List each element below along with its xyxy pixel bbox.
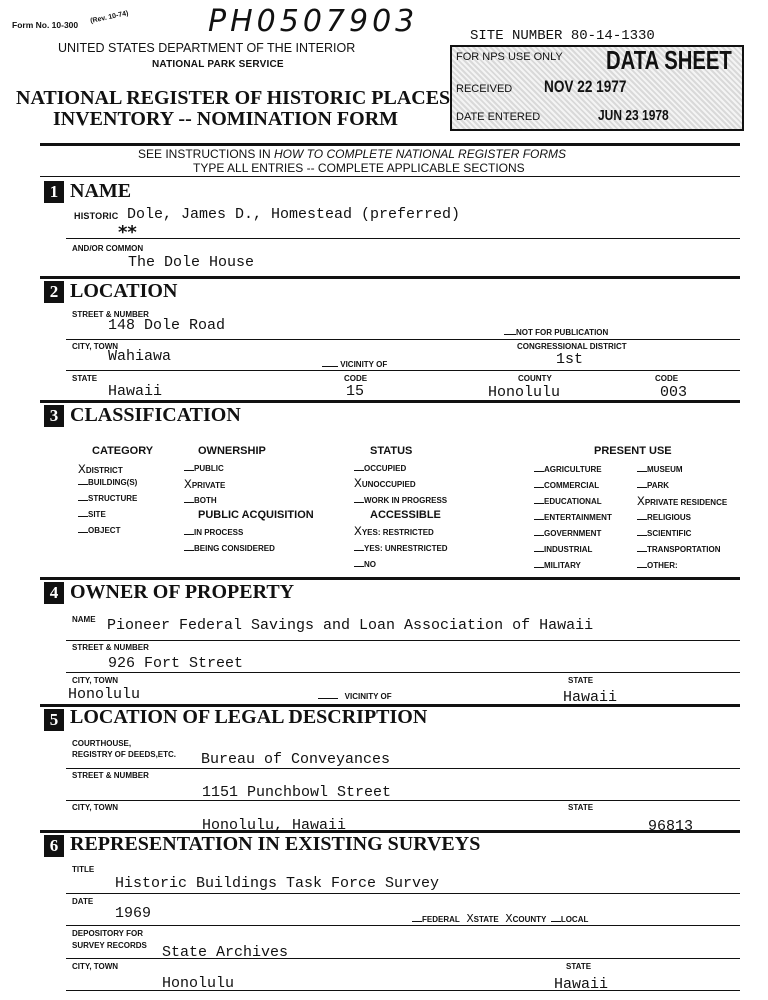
location-city-rule bbox=[66, 370, 740, 371]
not-for-publication-label: NOT FOR PUBLICATION bbox=[504, 328, 608, 337]
instructions-line2: TYPE ALL ENTRIES -- COMPLETE APPLICABLE SECTIONS bbox=[193, 161, 525, 175]
historic-name-rule bbox=[66, 238, 740, 239]
location-vicinity-label: VICINITY OF bbox=[322, 360, 387, 369]
status-unoccupied: XUNOCCUPIED bbox=[354, 476, 416, 491]
owner-name-rule bbox=[66, 640, 740, 641]
data-sheet-stamp: DATA SHEET bbox=[606, 45, 732, 75]
acquisition-being-considered: BEING CONSIDERED bbox=[184, 544, 275, 553]
use-museum: MUSEUM bbox=[637, 465, 683, 474]
use-other: OTHER: bbox=[637, 561, 678, 570]
survey-date-rule bbox=[66, 925, 740, 926]
status-heading: STATUS bbox=[370, 445, 413, 457]
status-occupied: OCCUPIED bbox=[354, 464, 406, 473]
survey-state-label: STATE bbox=[566, 962, 592, 971]
section-5-number: 5 bbox=[44, 709, 64, 731]
section-4-title: OWNER OF PROPERTY bbox=[70, 581, 295, 603]
legal-city-label: CITY, TOWN bbox=[72, 803, 119, 812]
section-3-title: CLASSIFICATION bbox=[70, 404, 241, 426]
handwritten-asterisks: ** bbox=[118, 222, 137, 243]
legal-street-rule bbox=[66, 800, 740, 801]
survey-title-value: Historic Buildings Task Force Survey bbox=[115, 875, 440, 892]
use-transportation: TRANSPORTATION bbox=[637, 545, 720, 554]
congressional-district-label: CONGRESSIONAL DISTRICT bbox=[517, 342, 627, 351]
county-label: COUNTY bbox=[518, 374, 552, 383]
section-2-number: 2 bbox=[44, 281, 64, 303]
section-1-number: 1 bbox=[44, 181, 64, 203]
public-acquisition-heading: PUBLIC ACQUISITION bbox=[198, 509, 314, 521]
section-1-title: NAME bbox=[70, 180, 132, 202]
use-religious: RELIGIOUS bbox=[637, 513, 691, 522]
legal-city-value: Honolulu, Hawaii bbox=[202, 817, 347, 834]
historic-name-label: HISTORIC bbox=[74, 211, 119, 221]
section-6-number: 6 bbox=[44, 835, 64, 857]
survey-state-value: Hawaii bbox=[554, 976, 609, 993]
common-name-label: AND/OR COMMON bbox=[72, 244, 144, 253]
section-3-number: 3 bbox=[44, 405, 64, 427]
present-use-heading: PRESENT USE bbox=[594, 445, 672, 457]
received-date: NOV 22 1977 bbox=[544, 77, 627, 96]
survey-title-label: TITLE bbox=[72, 865, 95, 874]
ownership-both: BOTH bbox=[184, 496, 217, 505]
section-2-divider bbox=[40, 400, 740, 403]
use-commercial: COMMERCIAL bbox=[534, 481, 599, 490]
ownership-heading: OWNERSHIP bbox=[198, 445, 266, 457]
legal-zip-value: 96813 bbox=[648, 818, 694, 835]
service-name: NATIONAL PARK SERVICE bbox=[152, 59, 284, 70]
use-scientific: SCIENTIFIC bbox=[637, 529, 691, 538]
depository-label-line1: DEPOSITORY FOR bbox=[72, 929, 143, 938]
owner-street-value: 926 Fort Street bbox=[108, 655, 244, 672]
department-name: UNITED STATES DEPARTMENT OF THE INTERIOR bbox=[58, 41, 356, 55]
courthouse-rule bbox=[66, 768, 740, 769]
owner-street-rule bbox=[66, 672, 740, 673]
form-title-line2: INVENTORY -- NOMINATION FORM bbox=[53, 108, 399, 130]
legal-street-label: STREET & NUMBER bbox=[72, 771, 149, 780]
use-entertainment: ENTERTAINMENT bbox=[534, 513, 612, 522]
instructions-divider bbox=[40, 176, 740, 177]
courthouse-label-line1: COURTHOUSE, bbox=[72, 739, 132, 748]
status-work-in-progress: WORK IN PROGRESS bbox=[354, 496, 447, 505]
courthouse-value: Bureau of Conveyances bbox=[201, 751, 391, 768]
section-2-title: LOCATION bbox=[70, 280, 178, 302]
ownership-private: XPRIVATE bbox=[184, 477, 226, 492]
state-code-value: 15 bbox=[346, 383, 365, 400]
legal-state-label: STATE bbox=[568, 803, 594, 812]
courthouse-label-line2: REGISTRY OF DEEDS,ETC. bbox=[72, 750, 177, 759]
owner-state-label: STATE bbox=[568, 676, 594, 685]
section-6-title: REPRESENTATION IN EXISTING SURVEYS bbox=[70, 833, 481, 855]
section-1-divider bbox=[40, 276, 740, 279]
use-military: MILITARY bbox=[534, 561, 581, 570]
instructions-line1: SEE INSTRUCTIONS IN HOW TO COMPLETE NATIONAL REGISTER FORMS bbox=[138, 147, 567, 161]
category-buildings: BUILDING(S) bbox=[78, 478, 137, 487]
depository-rule bbox=[66, 958, 740, 959]
location-street-value: 148 Dole Road bbox=[108, 317, 226, 334]
ownership-public: PUBLIC bbox=[184, 464, 224, 473]
acquisition-in-process: IN PROCESS bbox=[184, 528, 243, 537]
survey-city-rule bbox=[66, 990, 740, 991]
use-industrial: INDUSTRIAL bbox=[534, 545, 592, 554]
location-city-label: CITY, TOWN bbox=[72, 342, 119, 351]
use-private-residence: XPRIVATE RESIDENCE bbox=[637, 494, 728, 509]
survey-city-label: CITY, TOWN bbox=[72, 962, 119, 971]
nps-use-box bbox=[450, 45, 744, 131]
survey-title-rule bbox=[66, 893, 740, 894]
owner-name-value: Pioneer Federal Savings and Loan Association of Hawaii bbox=[107, 617, 594, 634]
accessible-heading: ACCESSIBLE bbox=[370, 509, 441, 521]
location-state-value: Hawaii bbox=[108, 383, 163, 400]
category-heading: CATEGORY bbox=[92, 445, 154, 457]
category-district: XDISTRICT bbox=[78, 462, 123, 477]
received-label: RECEIVED bbox=[456, 83, 513, 95]
location-street-rule bbox=[66, 339, 740, 340]
use-agriculture: AGRICULTURE bbox=[534, 465, 602, 474]
section-3-divider bbox=[40, 577, 740, 580]
location-city-value: Wahiawa bbox=[108, 348, 172, 365]
owner-name-label: NAME bbox=[72, 615, 96, 624]
category-structure: STRUCTURE bbox=[78, 494, 137, 503]
owner-state-value: Hawaii bbox=[563, 689, 618, 706]
form-number: Form No. 10-300 bbox=[12, 20, 79, 30]
survey-city-value: Honolulu bbox=[162, 975, 235, 992]
owner-city-label: CITY, TOWN bbox=[72, 676, 119, 685]
category-object: OBJECT bbox=[78, 526, 120, 535]
handwritten-reference: PH0507903 bbox=[208, 4, 419, 39]
location-state-label: STATE bbox=[72, 374, 98, 383]
form-revision: (Rev. 10-74) bbox=[89, 10, 130, 25]
congressional-district-value: 1st bbox=[556, 351, 584, 368]
form-title-line1: NATIONAL REGISTER OF HISTORIC PLACES bbox=[16, 87, 451, 109]
section-4-number: 4 bbox=[44, 582, 64, 604]
legal-street-value: 1151 Punchbowl Street bbox=[202, 784, 392, 801]
date-entered-value: JUN 23 1978 bbox=[598, 107, 669, 124]
county-value: Honolulu bbox=[488, 384, 561, 401]
location-street-label: STREET & NUMBER bbox=[72, 310, 149, 319]
header-divider bbox=[40, 143, 740, 146]
survey-date-value: 1969 bbox=[115, 905, 152, 922]
nps-use-only-label: FOR NPS USE ONLY bbox=[456, 51, 563, 63]
use-government: GOVERNMENT bbox=[534, 529, 601, 538]
state-code-label: CODE bbox=[344, 374, 368, 383]
owner-vicinity-label: VICINITY OF bbox=[318, 692, 392, 701]
owner-city-value: Honolulu bbox=[68, 686, 141, 703]
county-code-value: 003 bbox=[660, 384, 688, 401]
depository-label-line2: SURVEY RECORDS bbox=[72, 941, 147, 950]
site-number: SITE NUMBER 80-14-1330 bbox=[470, 28, 655, 44]
accessible-yes-unrestricted: YES: UNRESTRICTED bbox=[354, 544, 448, 553]
date-entered-label: DATE ENTERED bbox=[456, 111, 541, 123]
use-educational: EDUCATIONAL bbox=[534, 497, 602, 506]
historic-name-value: Dole, James D., Homestead (preferred) bbox=[127, 206, 461, 223]
use-park: PARK bbox=[637, 481, 669, 490]
depository-value: State Archives bbox=[162, 944, 289, 961]
accessible-no: NO bbox=[354, 560, 376, 569]
section-5-title: LOCATION OF LEGAL DESCRIPTION bbox=[70, 706, 428, 728]
common-name-value: The Dole House bbox=[128, 254, 255, 271]
county-code-label: CODE bbox=[655, 374, 679, 383]
category-site: SITE bbox=[78, 510, 106, 519]
survey-date-label: DATE bbox=[72, 897, 94, 906]
accessible-yes-restricted: XYES: RESTRICTED bbox=[354, 524, 434, 539]
survey-level-options: FEDERAL XSTATE XCOUNTY LOCAL bbox=[412, 912, 588, 926]
owner-street-label: STREET & NUMBER bbox=[72, 643, 149, 652]
